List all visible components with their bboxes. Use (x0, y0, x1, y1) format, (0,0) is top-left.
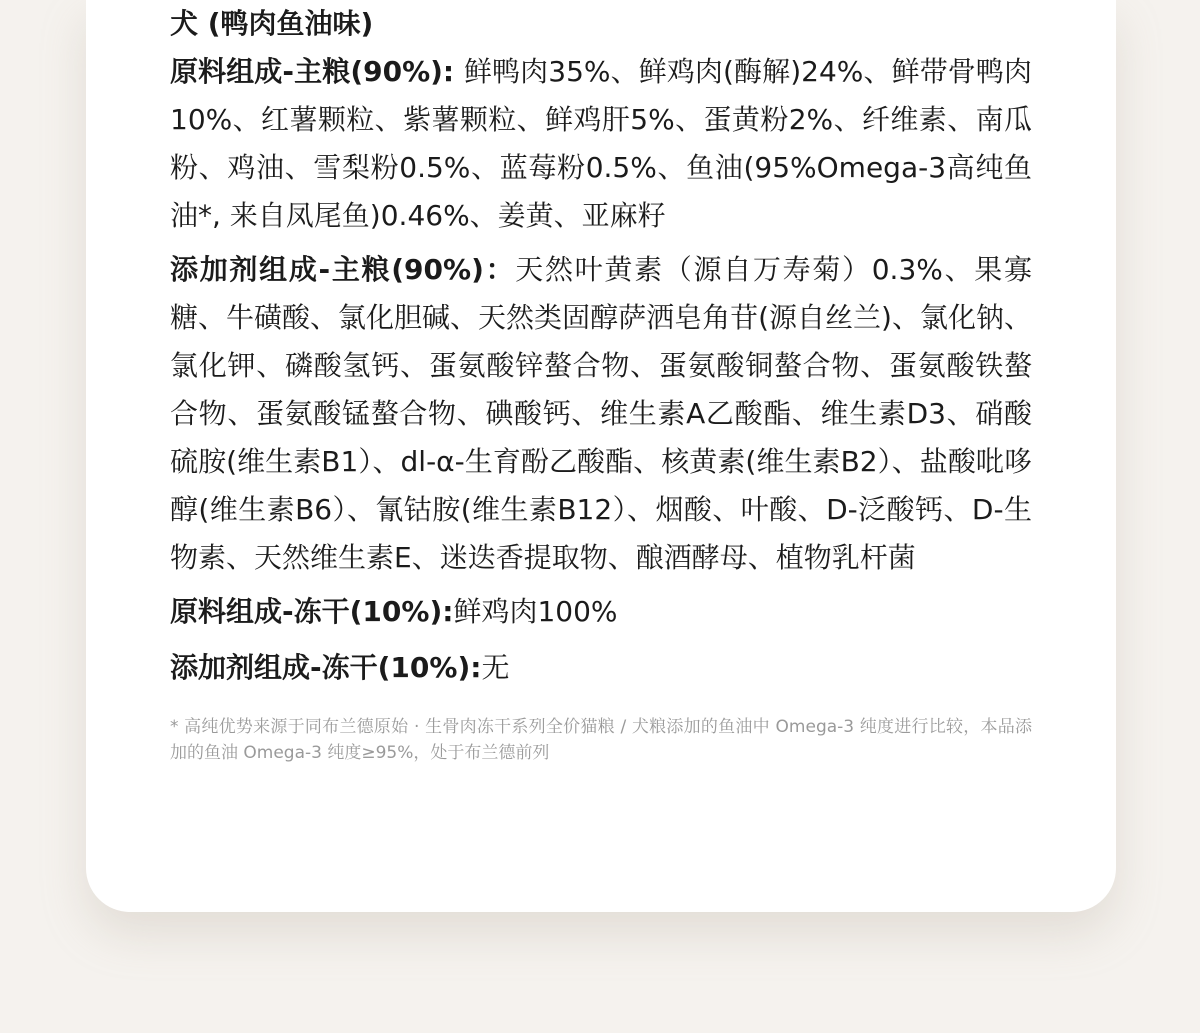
ingredients-card (86, 0, 1116, 912)
raw-main-text: 鲜鸭肉35%、鲜鸡肉(酶解)24%、鲜带骨鸭肉10%、红薯颗粒、紫薯颗粒、鲜鸡肝5%、蛋黄粉2%、纤维素、南瓜粉、鸡油、雪梨粉0.5%、蓝莓粉0.5%、鱼油(95%Omega-3高纯鱼油*, 来自凤尾鱼)0.46%、姜黄、亚麻籽 (170, 55, 1032, 232)
raw-freeze-text: 鲜鸡肉100% (453, 595, 618, 628)
additive-freeze-paragraph (170, 644, 1032, 692)
additive-main-label: 添加剂组成-主粮(90%)： (170, 253, 516, 286)
raw-freeze-label: 原料组成-冻干(10%): (170, 595, 454, 628)
raw-freeze-paragraph (170, 588, 1032, 636)
raw-main-paragraph (170, 48, 1032, 240)
additive-freeze-label: 添加剂组成-冻干(10%): (170, 651, 482, 684)
omega3-footnote: * 高纯优势来源于同布兰德原始 · 生骨肉冻干系列全价猫粮 / 犬粮添加的鱼油中 Omega-3 纯度进行比较，本品添加的鱼油 Omega-3 纯度≥95%，处于布兰德前列 (170, 717, 1032, 763)
additive-main-text: 天然叶黄素（源自万寿菊）0.3%、果寡糖、牛磺酸、氯化胆碱、天然类固醇萨洒皂角苷(源自丝兰)、氯化钠、氯化钾、磷酸氢钙、蛋氨酸锌螯合物、蛋氨酸铜螯合物、蛋氨酸铁螯合物、蛋氨酸锰螯合物、碘酸钙、维生素A乙酸酯、维生素D3、硝酸硫胺(维生素B1）、dl-α-生育酚乙酸酯、核黄素(维生素B2）、盐酸吡哆醇(维生素B6）、氰钴胺(维生素B12）、烟酸、叶酸、D-泛酸钙、D-生物素、天然维生素E、迷迭香提取物、酿酒酵母、植物乳杆菌 (170, 253, 1032, 574)
raw-main-label: 原料组成-主粮(90%): (170, 55, 464, 88)
ingredients-content (170, 0, 1032, 766)
product-flavor-title: 犬 (鸭肉鱼油味) (170, 7, 374, 40)
additive-freeze-text: 无 (481, 651, 510, 684)
additive-main-paragraph (170, 246, 1032, 582)
